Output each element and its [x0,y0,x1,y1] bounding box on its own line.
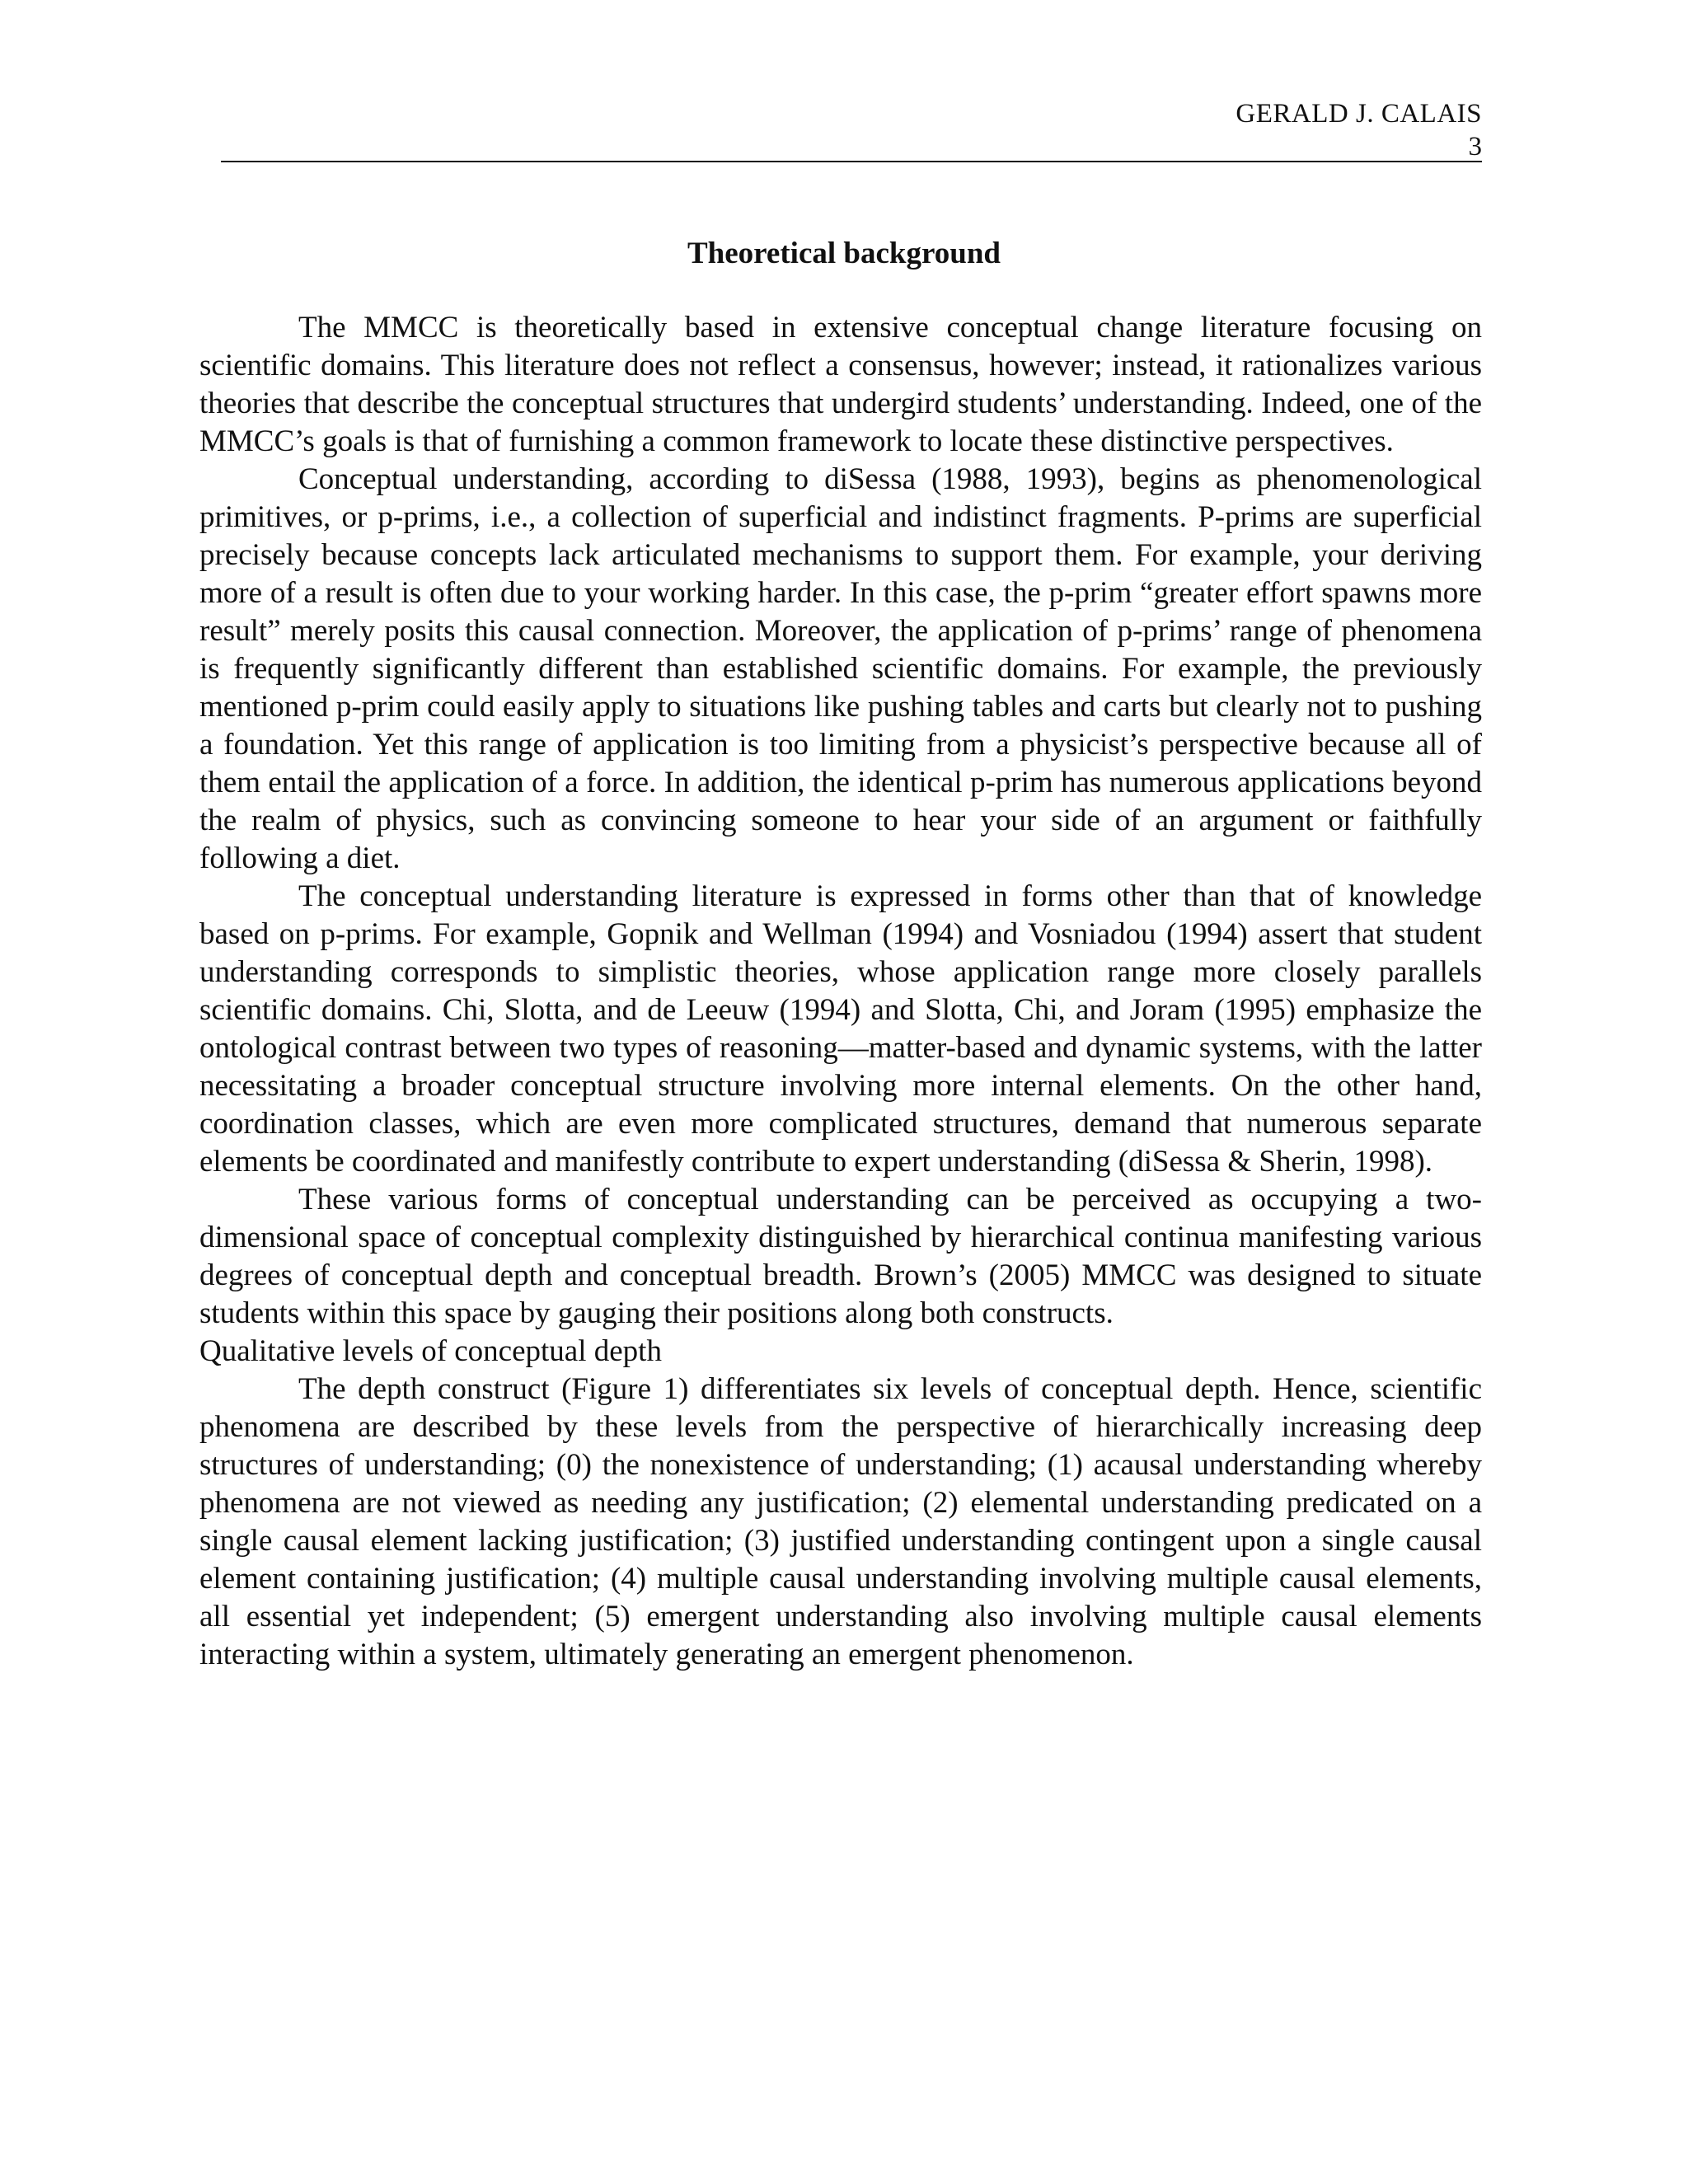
header-rule [221,161,1482,162]
paragraph-literature-forms: The conceptual understanding literature is expressed in forms other than that of knowledge based on p-prims. For example, Gopnik and Wellman (1994) and Vosniadou (1994) assert that student understanding corresponds to simplistic theories, whose application range more closely parallels scientific domains. Chi, Slotta, and de Leeuw (1994) and Slotta, Chi, and Joram (1995) emphasize the ontological contrast between two types of reasoning—matter-based and dynamic systems, with the latter necessitating a broader conceptual structure involving more internal elements. On the other hand, coordination classes, which are even more complicated structures, demand that numerous separate elements be coordinated and manifestly contribute to expert understanding (diSessa & Sherin, 1998). [199,879,1482,1179]
subheading-conceptual-depth: Qualitative levels of conceptual depth [199,1334,662,1368]
running-head: GERALD J. CALAIS [1236,99,1482,129]
paragraph-mmcc-basis: The MMCC is theoretically based in extensive conceptual change literature focusing on scientific domains. This literature does not reflect a consensus, however; instead, it rationalizes various theories that describe the conceptual structures that undergird students’ understanding. Indeed, one of the MMCC’s goals is that of furnishing a common framework to locate these distinctive perspectives. [199,311,1482,458]
paragraph-complexity-space: These various forms of conceptual understanding can be perceived as occupying a two-dimensional space of conceptual complexity distinguished by hierarchical continua manifesting various degrees of conceptual depth and conceptual breadth. Brown’s (2005) MMCC was designed to situate students within this space by gauging their positions along both constructs. [199,1183,1482,1330]
body-text [199,309,1482,1674]
paragraph-depth-construct: The depth construct (Figure 1) differentiates six levels of conceptual depth. Hence, scientific phenomena are described by these levels from the perspective of hierarchically increasing deep structures of understanding; (0) the nonexistence of understanding; (1) acausal understanding whereby phenomena are not viewed as needing any justification; (2) elemental understanding predicated on a single causal element lacking justification; (3) justified understanding contingent upon a single causal element containing justification; (4) multiple causal understanding involving multiple causal elements, all essential yet independent; (5) emergent understanding also involving multiple causal elements interacting within a system, ultimately generating an emergent phenomenon. [199,1372,1482,1671]
paragraph-p-prims: Conceptual understanding, according to diSessa (1988, 1993), begins as phenomenological primitives, or p-prims, i.e., a collection of superficial and indistinct fragments. P-prims are superficial precisely because concepts lack articulated mechanisms to support them. For example, your deriving more of a result is often due to your working harder. In this case, the p-prim “greater effort spawns more result” merely posits this causal connection. Moreover, the application of p-prims’ range of phenomena is frequently significantly different than established scientific domains. For example, the previously mentioned p-prim could easily apply to situations like pushing tables and carts but clearly not to pushing a foundation. Yet this range of application is too limiting from a physicist’s perspective because all of them entail the application of a force. In addition, the identical p-prim has numerous applications beyond the realm of physics, such as convincing someone to hear your side of an argument or faithfully following a diet. [199,462,1482,875]
page-number: 3 [1468,132,1482,162]
section-title: Theoretical background [687,237,1001,270]
